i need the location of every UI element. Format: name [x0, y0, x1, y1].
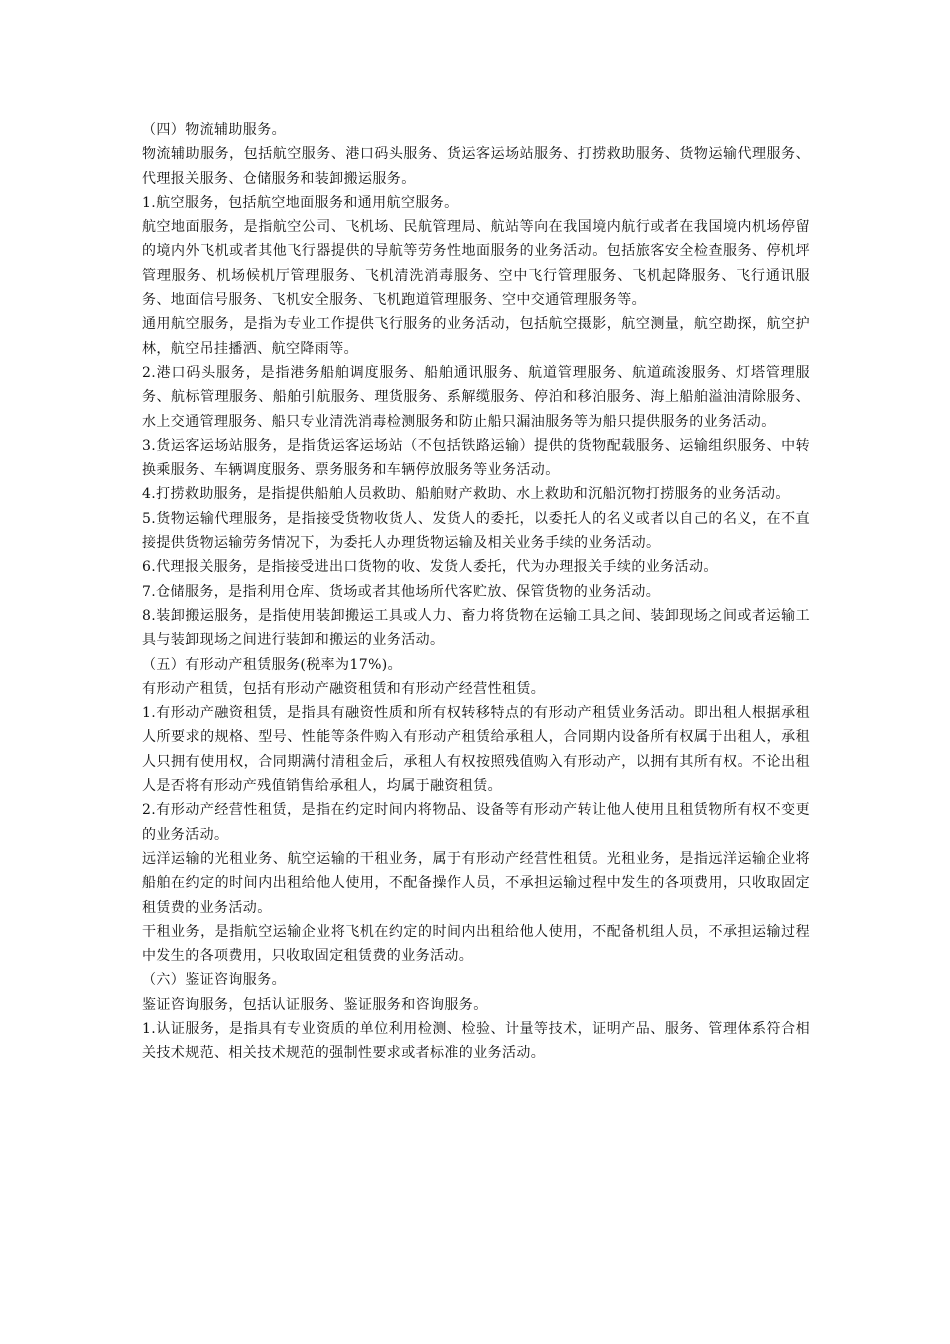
paragraph-logistics-definition: 物流辅助服务，包括航空服务、港口码头服务、货运客运场站服务、打捞救助服务、货物运输代理服务、代理报关服务、仓储服务和装卸搬运服务。 — [142, 146, 810, 187]
paragraph-bareboat-dry-lease: 远洋运输的光租业务、航空运输的干租业务，属于有形动产经营性租赁。光租业务，是指远洋运输企业将船舶在约定的时间内出租给他人使用，不配备操作人员，不承担运输过程中发生的各项费用，只收取固定租赁费的业务活动。 — [142, 850, 810, 916]
item-customs-agency-service: 6.代理报关服务，是指接受进出口货物的收、发货人委托，代为办理报关手续的业务活动。 — [142, 559, 718, 576]
section-heading-tangible-leasing: （五）有形动产租赁服务(税率为17%)。 — [142, 656, 403, 673]
item-certification-service: 1.认证服务，是指具有专业资质的单位利用检测、检验、计量等技术，证明产品、服务、管理体系符合相关技术规范、相关技术规范的强制性要求或者标准的业务活动。 — [142, 1020, 810, 1062]
section-heading-logistics: （四）物流辅助服务。 — [142, 122, 286, 138]
item-operating-leasing: 2.有形动产经营性租赁，是指在约定时间内将物品、设备等有形动产转让他人使用且租赁物所有权不变更的业务活动。 — [142, 802, 810, 843]
item-warehousing-service: 7.仓储服务，是指利用仓库、货场或者其他场所代客贮放、保管货物的业务活动。 — [142, 583, 661, 600]
paragraph-dry-lease: 干租业务，是指航空运输企业将飞机在约定的时间内出租给他人使用，不配备机组人员，不承担运输过程中发生的各项费用，只收取固定租赁费的业务活动。 — [142, 923, 810, 965]
item-aviation-service: 1.航空服务，包括航空地面服务和通用航空服务。 — [142, 194, 459, 211]
paragraph-general-aviation-service: 通用航空服务，是指为专业工作提供飞行服务的业务活动，包括航空摄影，航空测量，航空勘探，航空护林，航空吊挂播洒、航空降雨等。 — [142, 316, 810, 357]
item-salvage-rescue-service: 4.打捞救助服务，是指提供船舶人员救助、船舶财产救助、水上救助和沉船沉物打捞服务的业务活动。 — [142, 486, 790, 503]
item-port-terminal-service: 2.港口码头服务，是指港务船舶调度服务、船舶通讯服务、航道管理服务、航道疏浚服务、灯塔管理服务、航标管理服务、船舶引航服务、理货服务、系解缆服务、停泊和移泊服务、海上船舶溢油清除服务、水上交通管理服务、船只专业清洗消毒检测服务和防止船只漏油服务等为船只提供服务的业务活动。 — [142, 364, 810, 430]
paragraph-aviation-ground-service: 航空地面服务，是指航空公司、飞机场、民航管理局、航站等向在我国境内航行或者在我国境内机场停留的境内外飞机或者其他飞行器提供的导航等劳务性地面服务的业务活动。包括旅客安全检查服务、停机坪管理服务、机场候机厅管理服务、飞机清洗消毒服务、空中飞行管理服务、飞机起降服务、飞行通讯服务、地面信号服务、飞机安全服务、飞机跑道管理服务、空中交通管理服务等。 — [142, 219, 810, 309]
paragraph-tangible-leasing-definition: 有形动产租赁，包括有形动产融资租赁和有形动产经营性租赁。 — [142, 680, 546, 697]
document-page — [142, 118, 810, 1066]
item-finance-leasing: 1.有形动产融资租赁，是指具有融资性质和所有权转移特点的有形动产租赁业务活动。即出租人根据承租人所要求的规格、型号、性能等条件购入有形动产租赁给承租人，合同期内设备所有权属于出租人，承租人只拥有使用权，合同期满付清租金后，承租人有权按照残值购入有形动产，以拥有其所有权。不论出租人是否将有形动产残值销售给承租人，均属于融资租赁。 — [142, 705, 810, 795]
paragraph-assurance-consulting-definition: 鉴证咨询服务，包括认证服务、鉴证服务和咨询服务。 — [142, 996, 488, 1013]
item-freight-agency-service: 5.货物运输代理服务，是指接受货物收货人、发货人的委托，以委托人的名义或者以自己的名义，在不直接提供货物运输劳务情况下，为委托人办理货物运输及相关业务手续的业务活动。 — [142, 510, 810, 552]
section-heading-assurance-consulting: （六）鉴证咨询服务。 — [142, 972, 286, 989]
item-freight-passenger-station-service: 3.货运客运场站服务，是指货运客运场站（不包括铁路运输）提供的货物配载服务、运输组织服务、中转换乘服务、车辆调度服务、票务服务和车辆停放服务等业务活动。 — [142, 437, 810, 479]
item-loading-unloading-service: 8.装卸搬运服务，是指使用装卸搬运工具或人力、畜力将货物在运输工具之间、装卸现场之间或者运输工具与装卸现场之间进行装卸和搬运的业务活动。 — [142, 607, 810, 649]
